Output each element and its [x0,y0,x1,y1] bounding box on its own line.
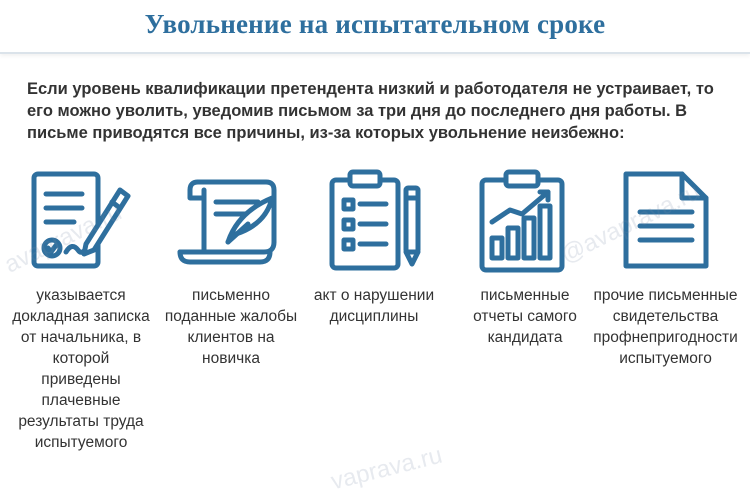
header-bar [0,0,750,54]
page-title: Увольнение на испытательном сроке [144,9,606,39]
clipboard-bar-chart-icon [470,170,580,276]
intro-text: Если уровень квалификации претендента низкий и работодателя не устраивает, то его можно уволить, уведомив письмом за три дня до последнего дня работы. В письме приводятся все причины, из-за которых увольнение неизбежно: [27,80,714,142]
caption-1: указывается докладная записка от начальника, в которой приведены плачевные результаты труда испытуемого [12,287,150,451]
scroll-with-quill-icon [176,170,286,276]
watermark: avapravа.ru [0,198,127,279]
document-icon [612,170,722,276]
caption-5: прочие письменные свидетельства профнепригодности испытуемого [593,287,738,367]
clipboard-checklist-icon [328,170,438,276]
caption-3: акт о нарушении дисциплины [313,287,435,325]
caption-2: письменно поданные жалобы клиентов на новичка [164,287,298,367]
watermark: vapravа.ru [328,441,445,496]
caption-4: письменные отчеты самого кандидата [473,287,577,346]
watermark: @avapravа.ru [556,178,705,269]
signed-document-icon [20,170,130,276]
